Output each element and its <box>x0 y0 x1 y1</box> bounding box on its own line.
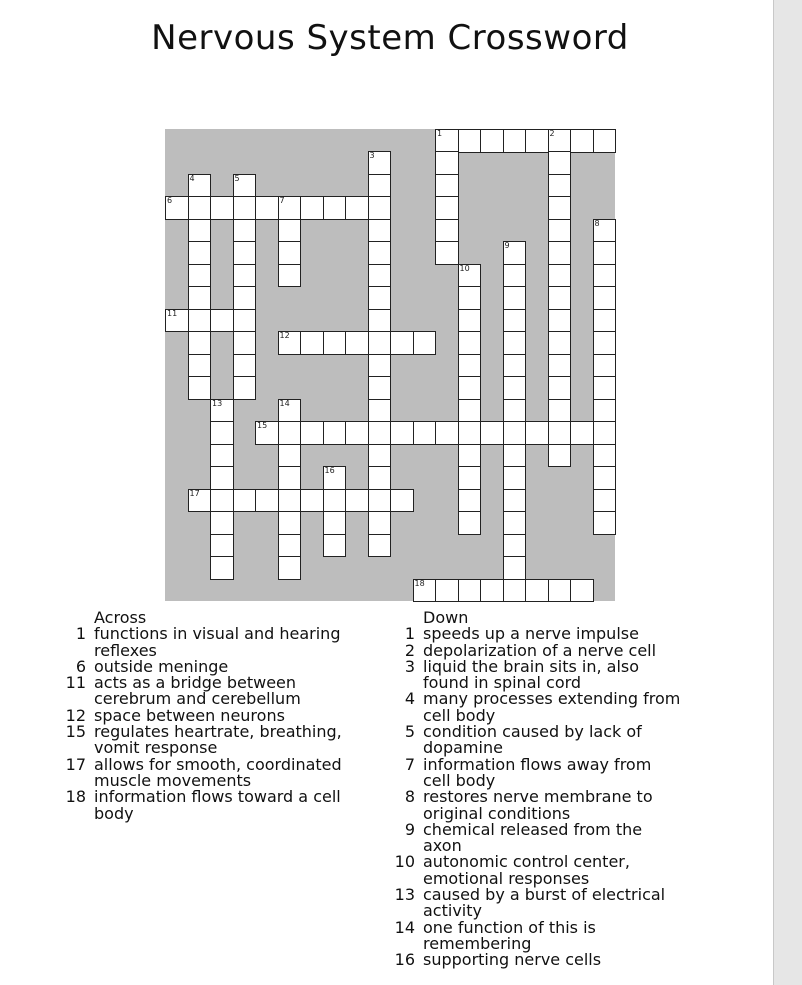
clue-number: 2 <box>404 640 415 660</box>
cell-number: 1 <box>437 129 443 138</box>
clue-number: 16 <box>394 950 415 970</box>
crossword-cell[interactable] <box>278 556 302 580</box>
crossword-cell[interactable] <box>368 219 392 243</box>
crossword-cell[interactable] <box>323 421 347 445</box>
crossword-cell[interactable] <box>503 376 527 400</box>
crossword-cell[interactable] <box>210 534 234 558</box>
clue-text: condition caused by lack of dopamine <box>423 722 642 758</box>
crossword-cell[interactable] <box>413 579 437 603</box>
clue-text: restores nerve membrane to original conditions <box>423 787 653 823</box>
down-clue-16 <box>391 952 681 968</box>
crossword-cell[interactable] <box>210 444 234 468</box>
crossword-cell[interactable] <box>593 286 617 310</box>
crossword-cell[interactable] <box>390 421 414 445</box>
crossword-cell[interactable] <box>210 309 234 333</box>
crossword-cell[interactable] <box>548 241 572 265</box>
crossword-cell[interactable] <box>458 444 482 468</box>
crossword-cell[interactable] <box>368 309 392 333</box>
clue-text: regulates heartrate, breathing, vomit response <box>94 722 342 758</box>
crossword-cell[interactable] <box>188 354 212 378</box>
down-clue-3 <box>391 656 681 693</box>
crossword-cell[interactable] <box>503 466 527 490</box>
clue-text: one function of this is remembering <box>423 917 596 953</box>
crossword-cell[interactable] <box>435 421 459 445</box>
crossword-cell[interactable] <box>188 331 212 355</box>
crossword-cell[interactable] <box>165 309 189 333</box>
crossword-cell[interactable] <box>480 421 504 445</box>
crossword-cell[interactable] <box>458 579 482 603</box>
crossword-cell[interactable] <box>458 264 482 288</box>
crossword-cell[interactable] <box>233 331 257 355</box>
down-clue-7 <box>391 754 681 790</box>
crossword-cell[interactable] <box>593 129 617 153</box>
crossword-cell[interactable] <box>480 129 504 153</box>
crossword-cell[interactable] <box>570 421 594 445</box>
crossword-cell[interactable] <box>503 286 527 310</box>
crossword-cell[interactable] <box>435 196 459 220</box>
crossword-cell[interactable] <box>593 264 617 288</box>
crossword-cell[interactable] <box>255 196 279 220</box>
crossword-cell[interactable] <box>233 196 257 220</box>
crossword-cell[interactable] <box>278 331 302 355</box>
crossword-cell[interactable] <box>413 331 437 355</box>
crossword-cell[interactable] <box>278 489 302 513</box>
crossword-cell[interactable] <box>593 466 617 490</box>
crossword-cell[interactable] <box>323 534 347 558</box>
clue-text: speeds up a nerve impulse <box>423 624 639 644</box>
clue-number: 5 <box>404 722 415 742</box>
across-clue-list <box>62 626 362 822</box>
crossword-cell[interactable] <box>233 489 257 513</box>
crossword-cell[interactable] <box>188 241 212 265</box>
crossword-cell[interactable] <box>525 421 549 445</box>
crossword-cell[interactable] <box>503 421 527 445</box>
crossword-cell[interactable] <box>210 399 234 423</box>
clue-number: 13 <box>394 885 415 905</box>
crossword-cell[interactable] <box>345 489 369 513</box>
cell-number: 12 <box>279 331 290 341</box>
crossword-cell[interactable] <box>165 196 189 220</box>
crossword-cell[interactable] <box>278 196 302 220</box>
crossword-cell[interactable] <box>255 489 279 513</box>
crossword-cell[interactable] <box>300 421 324 445</box>
across-clue-15 <box>62 724 362 757</box>
crossword-cell[interactable] <box>593 354 617 378</box>
crossword-cell[interactable] <box>413 421 437 445</box>
crossword-cell[interactable] <box>233 174 257 198</box>
crossword-cell[interactable] <box>503 511 527 535</box>
crossword-cell[interactable] <box>278 511 302 535</box>
crossword-cell[interactable] <box>548 399 572 423</box>
clue-number: 15 <box>65 722 86 742</box>
crossword-cell[interactable] <box>458 421 482 445</box>
clue-text: space between neurons <box>94 705 285 725</box>
crossword-cell[interactable] <box>548 286 572 310</box>
clue-number: 1 <box>75 624 86 644</box>
crossword-cell[interactable] <box>210 556 234 580</box>
clue-text: supporting nerve cells <box>423 950 602 970</box>
crossword-cell[interactable] <box>368 489 392 513</box>
crossword-cell[interactable] <box>503 354 527 378</box>
cell-number: 16 <box>324 466 335 476</box>
clue-number: 10 <box>394 852 415 872</box>
crossword-cell[interactable] <box>188 174 212 198</box>
crossword-cell[interactable] <box>233 354 257 378</box>
crossword-cell[interactable] <box>480 579 504 603</box>
clue-number: 7 <box>404 754 415 774</box>
crossword-cell[interactable] <box>278 444 302 468</box>
down-clue-9 <box>391 819 681 856</box>
cell-number: 6 <box>167 196 173 206</box>
crossword-cell[interactable] <box>188 376 212 400</box>
crossword-cell[interactable] <box>368 264 392 288</box>
crossword-cell[interactable] <box>593 399 617 423</box>
crossword-cell[interactable] <box>525 129 549 153</box>
across-clue-1 <box>62 626 362 659</box>
crossword-cell[interactable] <box>458 286 482 310</box>
crossword-cell[interactable] <box>255 421 279 445</box>
crossword-cell[interactable] <box>390 489 414 513</box>
cell-number: 14 <box>279 398 290 408</box>
clue-number: 3 <box>404 656 415 676</box>
crossword-cell[interactable] <box>345 421 369 445</box>
crossword-cell[interactable] <box>548 376 572 400</box>
crossword-cell[interactable] <box>458 399 482 423</box>
crossword-cell[interactable] <box>368 174 392 198</box>
crossword-cell[interactable] <box>188 309 212 333</box>
clue-text: autonomic control center, emotional responses <box>423 852 630 888</box>
crossword-cell[interactable] <box>233 376 257 400</box>
clue-text: functions in visual and hearing reflexes <box>94 624 341 660</box>
crossword-cell[interactable] <box>458 331 482 355</box>
crossword-cell[interactable] <box>278 219 302 243</box>
crossword-cell[interactable] <box>210 421 234 445</box>
clue-text: liquid the brain sits in, also found in spinal cord <box>423 656 640 693</box>
crossword-cell[interactable] <box>233 264 257 288</box>
down-clue-5 <box>391 724 681 757</box>
across-clue-11 <box>62 675 362 708</box>
crossword-cell[interactable] <box>435 129 459 153</box>
across-clue-18 <box>62 789 362 822</box>
cell-number: 4 <box>189 173 195 183</box>
crossword-cell[interactable] <box>278 534 302 558</box>
down-clue-14 <box>391 917 681 953</box>
clue-number: 17 <box>65 754 86 774</box>
cell-number: 7 <box>279 196 285 206</box>
crossword-cell[interactable] <box>368 511 392 535</box>
down-clue-10 <box>391 854 681 887</box>
crossword-cell[interactable] <box>593 489 617 513</box>
cell-number: 18 <box>414 578 425 588</box>
crossword-cell[interactable] <box>323 489 347 513</box>
crossword-grid <box>165 129 615 601</box>
crossword-cell[interactable] <box>503 556 527 580</box>
clue-text: outside meninge <box>94 656 229 676</box>
crossword-cell[interactable] <box>210 511 234 535</box>
crossword-cell[interactable] <box>548 309 572 333</box>
cell-number: 3 <box>369 151 375 161</box>
crossword-cell[interactable] <box>525 579 549 603</box>
crossword-cell[interactable] <box>323 196 347 220</box>
crossword-cell[interactable] <box>233 219 257 243</box>
crossword-cell[interactable] <box>210 489 234 513</box>
crossword-cell[interactable] <box>503 579 527 603</box>
clue-number: 6 <box>75 656 86 676</box>
clue-number: 8 <box>404 787 415 807</box>
cell-number: 11 <box>167 308 178 318</box>
crossword-cell[interactable] <box>278 399 302 423</box>
clue-number: 18 <box>65 787 86 807</box>
crossword-cell[interactable] <box>458 129 482 153</box>
crossword-cell[interactable] <box>210 466 234 490</box>
crossword-cell[interactable] <box>188 219 212 243</box>
crossword-cell[interactable] <box>368 354 392 378</box>
crossword-cell[interactable] <box>458 309 482 333</box>
crossword-cell[interactable] <box>188 264 212 288</box>
clue-text: many processes extending from cell body <box>423 689 681 725</box>
crossword-cell[interactable] <box>548 579 572 603</box>
crossword-cell[interactable] <box>570 129 594 153</box>
across-clues <box>62 610 362 822</box>
crossword-cell[interactable] <box>278 264 302 288</box>
crossword-cell[interactable] <box>368 421 392 445</box>
across-heading: Across <box>94 608 147 627</box>
crossword-cell[interactable] <box>368 376 392 400</box>
crossword-cell[interactable] <box>503 489 527 513</box>
crossword-cell[interactable] <box>435 151 459 175</box>
clue-text: caused by a burst of electrical activity <box>423 885 666 921</box>
cell-number: 9 <box>504 241 510 251</box>
crossword-cell[interactable] <box>458 466 482 490</box>
crossword-cell[interactable] <box>278 241 302 265</box>
cell-number: 17 <box>189 488 200 498</box>
crossword-cell[interactable] <box>345 196 369 220</box>
crossword-cell[interactable] <box>593 331 617 355</box>
crossword-cell[interactable] <box>323 466 347 490</box>
crossword-cell[interactable] <box>435 174 459 198</box>
cell-number: 2 <box>549 129 555 138</box>
crossword-cell[interactable] <box>458 376 482 400</box>
clue-text: acts as a bridge between cerebrum and cerebellum <box>94 673 301 709</box>
crossword-cell[interactable] <box>233 241 257 265</box>
crossword-cell[interactable] <box>368 466 392 490</box>
clue-text: depolarization of a nerve cell <box>423 640 657 660</box>
crossword-cell[interactable] <box>300 489 324 513</box>
cell-number: 10 <box>459 263 470 273</box>
crossword-cell[interactable] <box>278 421 302 445</box>
crossword-cell[interactable] <box>503 331 527 355</box>
down-clue-4 <box>391 691 681 724</box>
crossword-cell[interactable] <box>503 264 527 288</box>
crossword-cell[interactable] <box>368 331 392 355</box>
down-clue-list <box>391 626 681 968</box>
clue-text: information flows away from cell body <box>423 754 652 790</box>
crossword-cell[interactable] <box>593 219 617 243</box>
crossword-cell[interactable] <box>390 331 414 355</box>
crossword-cell[interactable] <box>548 444 572 468</box>
crossword-cell[interactable] <box>593 241 617 265</box>
crossword-cell[interactable] <box>188 286 212 310</box>
crossword-cell[interactable] <box>210 196 234 220</box>
crossword-cell[interactable] <box>593 421 617 445</box>
crossword-cell[interactable] <box>503 534 527 558</box>
crossword-cell[interactable] <box>503 444 527 468</box>
crossword-cell[interactable] <box>458 511 482 535</box>
clue-text: chemical released from the axon <box>423 819 643 856</box>
cell-number: 5 <box>234 173 240 183</box>
clue-number: 12 <box>65 705 86 725</box>
down-clues <box>391 610 681 969</box>
crossword-cell[interactable] <box>458 354 482 378</box>
crossword-cell[interactable] <box>368 151 392 175</box>
crossword-cell[interactable] <box>548 219 572 243</box>
across-clue-17 <box>62 754 362 790</box>
clue-number: 11 <box>65 673 86 693</box>
crossword-cell[interactable] <box>435 579 459 603</box>
clue-number: 14 <box>394 917 415 937</box>
down-clue-8 <box>391 789 681 822</box>
crossword-cell[interactable] <box>300 196 324 220</box>
crossword-cell[interactable] <box>548 129 572 153</box>
crossword-cell[interactable] <box>548 421 572 445</box>
crossword-cell[interactable] <box>278 466 302 490</box>
crossword-cell[interactable] <box>548 264 572 288</box>
crossword-cell[interactable] <box>458 489 482 513</box>
crossword-cell[interactable] <box>503 399 527 423</box>
clue-text: information flows toward a cell body <box>94 787 341 823</box>
crossword-cell[interactable] <box>503 241 527 265</box>
crossword-cell[interactable] <box>233 309 257 333</box>
crossword-cell[interactable] <box>548 331 572 355</box>
crossword-cell[interactable] <box>368 444 392 468</box>
crossword-cell[interactable] <box>548 196 572 220</box>
clue-number: 9 <box>404 819 415 839</box>
page-title: Nervous System Crossword <box>151 18 629 58</box>
crossword-cell[interactable] <box>188 489 212 513</box>
crossword-cell[interactable] <box>188 196 212 220</box>
crossword-cell[interactable] <box>368 286 392 310</box>
crossword-cell[interactable] <box>548 174 572 198</box>
crossword-cell[interactable] <box>233 286 257 310</box>
crossword-cell[interactable] <box>593 444 617 468</box>
crossword-cell[interactable] <box>345 331 369 355</box>
crossword-cell[interactable] <box>300 331 324 355</box>
cell-number: 8 <box>594 218 600 228</box>
clue-number: 1 <box>404 624 415 644</box>
crossword-cell[interactable] <box>323 511 347 535</box>
crossword-cell[interactable] <box>368 196 392 220</box>
crossword-cell[interactable] <box>368 241 392 265</box>
crossword-cell[interactable] <box>548 354 572 378</box>
down-heading: Down <box>423 608 469 627</box>
crossword-cell[interactable] <box>435 219 459 243</box>
crossword-cell[interactable] <box>593 376 617 400</box>
crossword-cell[interactable] <box>593 511 617 535</box>
cell-number: 13 <box>212 398 223 408</box>
crossword-cell[interactable] <box>435 241 459 265</box>
crossword-cell[interactable] <box>548 151 572 175</box>
cell-number: 15 <box>257 421 268 431</box>
crossword-cell[interactable] <box>368 534 392 558</box>
crossword-cell[interactable] <box>323 331 347 355</box>
crossword-cell[interactable] <box>503 309 527 333</box>
down-clue-13 <box>391 887 681 920</box>
crossword-cell[interactable] <box>570 579 594 603</box>
crossword-cell[interactable] <box>368 399 392 423</box>
crossword-cell[interactable] <box>503 129 527 153</box>
clue-number: 4 <box>404 689 415 709</box>
clue-text: allows for smooth, coordinated muscle movements <box>94 754 342 790</box>
crossword-cell[interactable] <box>593 309 617 333</box>
